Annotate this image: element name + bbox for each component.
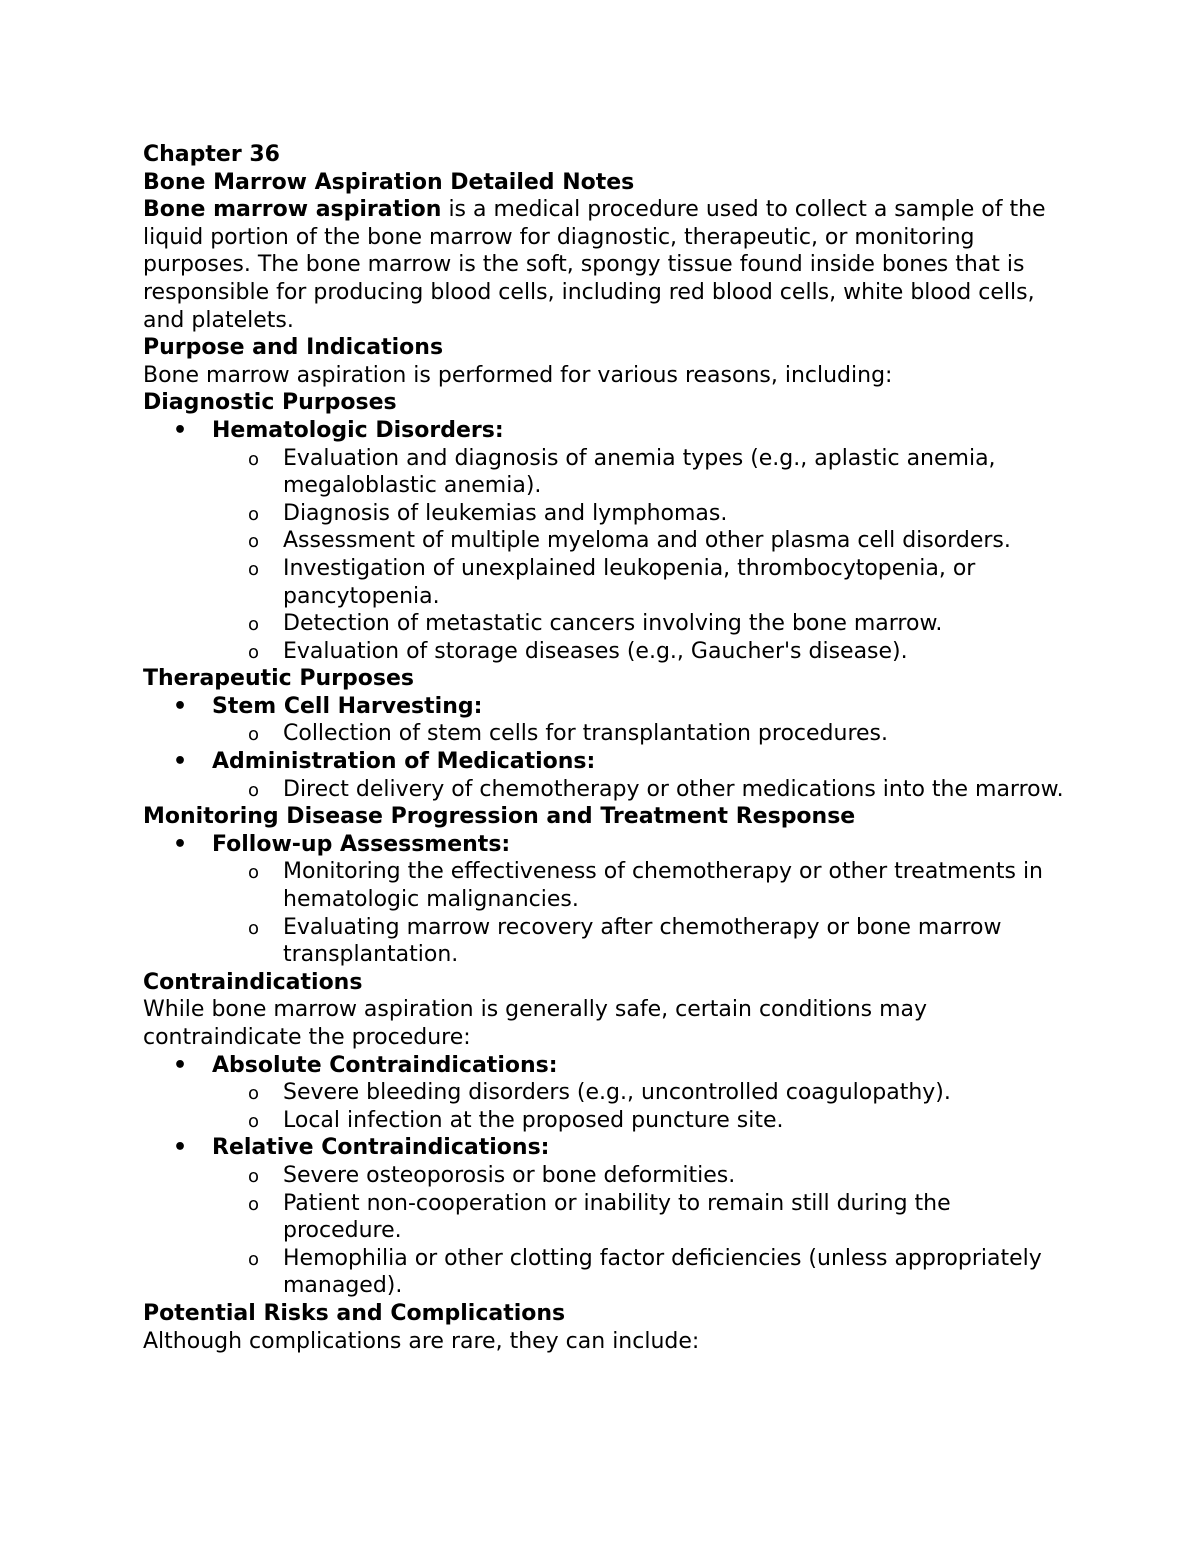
list-label: Absolute Contraindications: xyxy=(212,1052,558,1078)
sub-item-text: Hemophilia or other clotting factor deficiencies (unless appropriately managed). xyxy=(283,1245,1042,1299)
list-label: Stem Cell Harvesting: xyxy=(212,693,483,719)
sub-list-item xyxy=(143,610,1070,638)
sub-item-text: Evaluation of storage diseases (e.g., Gaucher's disease). xyxy=(283,638,908,664)
section-heading-monitoring: Monitoring Disease Progression and Treatment Response xyxy=(143,804,856,830)
sub-bullet-marker: o xyxy=(248,1110,260,1132)
sub-bullet-marker: o xyxy=(248,1083,260,1105)
sub-item-text: Evaluation and diagnosis of anemia types (e.g., aplastic anemia, megaloblastic anemia). xyxy=(283,445,996,499)
sub-list-item xyxy=(143,527,1070,555)
sub-list-item xyxy=(143,445,1070,500)
contraindications-text: While bone marrow aspiration is generally safe, certain conditions may contraindicate the procedure: xyxy=(143,997,928,1050)
sub-list-item xyxy=(143,1245,1070,1300)
sub-bullet-marker: o xyxy=(248,862,260,884)
sub-item-text: Direct delivery of chemotherapy or other medications into the marrow. xyxy=(283,776,1064,802)
sub-bullet-marker: o xyxy=(248,1165,260,1187)
sub-item-text: Evaluating marrow recovery after chemotherapy or bone marrow transplantation. xyxy=(283,914,1002,968)
section-heading-purpose: Purpose and Indications xyxy=(143,335,444,361)
document-title: Bone Marrow Aspiration Detailed Notes xyxy=(143,169,635,195)
sub-bullet-marker: o xyxy=(248,1248,260,1270)
sub-item-text: Assessment of multiple myeloma and other plasma cell disorders. xyxy=(283,528,1011,554)
list-item-stem-cell xyxy=(143,693,1070,721)
sub-list-item xyxy=(143,914,1070,969)
sub-bullet-marker: o xyxy=(248,531,260,553)
bullet-marker: • xyxy=(173,417,188,443)
list-item-absolute xyxy=(143,1052,1070,1080)
sub-list-item xyxy=(143,638,1070,666)
section-heading-contraindications: Contraindications xyxy=(143,969,363,995)
contraindications-list xyxy=(143,1052,1070,1300)
sub-item-text: Severe bleeding disorders (e.g., uncontrolled coagulopathy). xyxy=(283,1080,951,1106)
sub-item-text: Local infection at the proposed puncture site. xyxy=(283,1107,784,1133)
sub-item-text: Detection of metastatic cancers involving the bone marrow. xyxy=(283,611,943,637)
list-label: Hematologic Disorders: xyxy=(212,417,504,443)
section-heading-therapeutic: Therapeutic Purposes xyxy=(143,666,414,692)
sub-list-item xyxy=(143,776,1070,804)
bullet-marker: • xyxy=(173,1135,188,1161)
monitoring-list xyxy=(143,831,1070,969)
list-label: Relative Contraindications: xyxy=(212,1135,550,1161)
intro-text: is a medical procedure used to collect a sample of the liquid portion of the bone marrow for diagnostic, therapeutic, or monitoring purposes. The bone marrow is the soft, spongy tissue found inside bones that is responsible for producing blood cells, including red blood cells, white blood cells, and platelets. xyxy=(143,197,1046,333)
list-item-hematologic xyxy=(143,417,1070,445)
intro-term: Bone marrow aspiration xyxy=(143,197,442,223)
bullet-marker: • xyxy=(173,1052,188,1078)
sub-bullet-marker: o xyxy=(248,614,260,636)
sub-list-item xyxy=(143,1162,1070,1190)
sub-list-item xyxy=(143,500,1070,528)
list-label: Follow-up Assessments: xyxy=(212,831,511,857)
section-heading-risks: Potential Risks and Complications xyxy=(143,1300,566,1326)
sub-bullet-marker: o xyxy=(248,503,260,525)
sub-item-text: Diagnosis of leukemias and lymphomas. xyxy=(283,500,728,526)
chapter-heading: Chapter 36 xyxy=(143,142,280,167)
sub-item-text: Collection of stem cells for transplantation procedures. xyxy=(283,721,888,747)
bullet-marker: • xyxy=(173,749,188,775)
sub-list-item xyxy=(143,858,1070,913)
sub-list-item xyxy=(143,555,1070,610)
intro-paragraph xyxy=(143,196,1070,334)
list-item-medications xyxy=(143,748,1070,776)
list-item-relative xyxy=(143,1134,1070,1162)
sub-bullet-marker: o xyxy=(248,641,260,663)
sub-list-item xyxy=(143,1190,1070,1245)
section-heading-diagnostic: Diagnostic Purposes xyxy=(143,390,397,416)
sub-item-text: Monitoring the effectiveness of chemotherapy or other treatments in hematologic malignancies. xyxy=(283,859,1043,913)
sub-item-text: Investigation of unexplained leukopenia, thrombocytopenia, or pancytopenia. xyxy=(283,555,976,609)
sub-bullet-marker: o xyxy=(248,448,260,470)
sub-list-item xyxy=(143,1079,1070,1107)
sub-list-item xyxy=(143,720,1070,748)
sub-item-text: Patient non-cooperation or inability to remain still during the procedure. xyxy=(283,1190,951,1244)
sub-bullet-marker: o xyxy=(248,1193,260,1215)
list-item-follow-up xyxy=(143,831,1070,859)
bullet-marker: • xyxy=(173,831,188,857)
therapeutic-list xyxy=(143,693,1070,803)
purpose-text: Bone marrow aspiration is performed for various reasons, including: xyxy=(143,362,893,388)
risks-text: Although complications are rare, they can include: xyxy=(143,1328,700,1354)
diagnostic-list xyxy=(143,417,1070,665)
sub-bullet-marker: o xyxy=(248,917,260,939)
list-label: Administration of Medications: xyxy=(212,749,596,775)
sub-list-item xyxy=(143,1107,1070,1135)
sub-bullet-marker: o xyxy=(248,558,260,580)
sub-bullet-marker: o xyxy=(248,724,260,746)
sub-item-text: Severe osteoporosis or bone deformities. xyxy=(283,1162,736,1188)
sub-bullet-marker: o xyxy=(248,779,260,801)
bullet-marker: • xyxy=(173,693,188,719)
